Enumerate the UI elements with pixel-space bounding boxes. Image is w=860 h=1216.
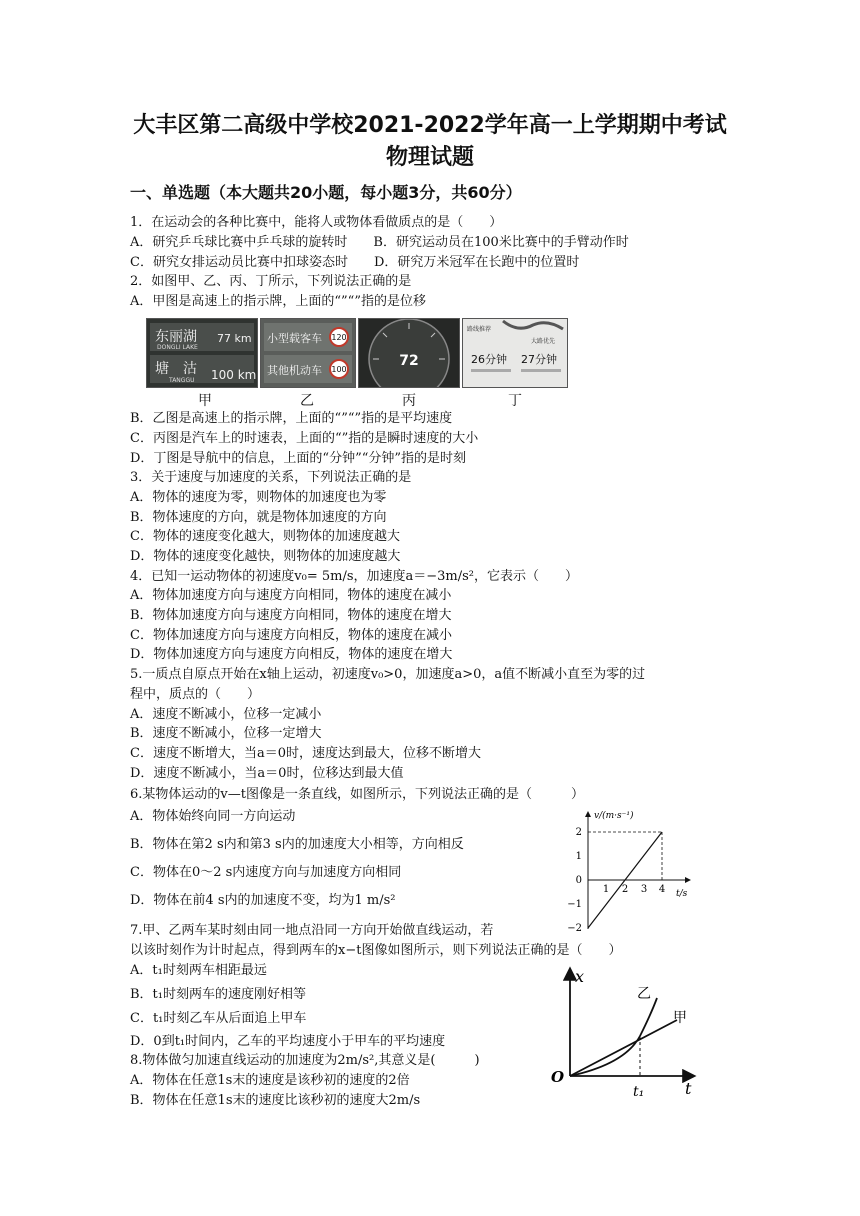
option-line: A．物体的速度为零，则物体的加速度也为零 (130, 490, 387, 505)
vt-ytick: 0 (575, 875, 582, 886)
option-line: C．物体在0～2 s内速度方向与加速度方向相同 (130, 865, 402, 880)
photo-label-yi: 乙 (300, 393, 314, 409)
xt-ylabel: x (575, 967, 585, 986)
ding-right-top: 大路优先 (531, 338, 556, 345)
option-line: B．速度不断减小，位移一定增大 (130, 726, 322, 741)
vt-ytick: −1 (567, 899, 582, 910)
photo-label-bing: 丙 (402, 393, 416, 409)
xt-label-jia: 甲 (673, 1010, 687, 1026)
ding-top: 路线推荐 (467, 326, 492, 333)
xt-graph (545, 964, 705, 1104)
jia-dist2: 100 km (211, 368, 257, 382)
vt-xtick: 4 (658, 884, 666, 895)
option-line: A．t₁时刻两车相距最远 (130, 963, 267, 978)
vt-xtick: 2 (621, 884, 629, 895)
option-line: D．速度不断减小，当a＝0时，位移达到最大值 (130, 766, 404, 781)
option-line: D．0到t₁时间内，乙车的平均速度小于甲车的平均速度 (130, 1034, 446, 1049)
bing-speed: 72 (399, 353, 419, 369)
yi-row2: 其他机动车 (267, 364, 322, 377)
vt-xtick: 3 (640, 884, 648, 895)
xt-label-yi: 乙 (637, 986, 651, 1002)
curve-jia (570, 1020, 677, 1076)
vt-graph (560, 804, 700, 936)
photo-bing (358, 318, 460, 388)
option-line: A．物体加速度方向与速度方向相同，物体的速度在减小 (130, 588, 452, 603)
yi-limit2: 100 (331, 365, 347, 374)
photo-jia (146, 318, 258, 388)
yi-limit1: 120 (331, 333, 347, 342)
photo-yi (260, 318, 356, 388)
jia-line2: 塘 沽 (155, 361, 197, 377)
yi-row1: 小型载客车 (267, 332, 322, 345)
question-line: 以该时刻作为计时起点，得到两车的x−t图像如图所示，则下列说法正确的是（ ） (130, 943, 622, 958)
option-line: A．物体始终向同一方向运动 (130, 809, 296, 824)
vt-ytick: 2 (575, 827, 582, 838)
option-line: D．物体加速度方向与速度方向相反，物体的速度在增大 (130, 647, 453, 662)
vt-ylabel: v/(m·s⁻¹) (594, 811, 634, 821)
page-title: 大丰区第二高级中学校2021-2022学年高一上学期期中考试 (133, 113, 727, 138)
jia-sub1: DONGLI LAKE (157, 344, 198, 351)
question-line: 3．关于速度与加速度的关系，下列说法正确的是 (130, 470, 412, 485)
option-line: A．甲图是高速上的指示牌，上面的“”“”指的是位移 (130, 294, 426, 309)
question-line: 4．已知一运动物体的初速度v₀= 5m/s，加速度a＝−3m/s²，它表示（ ） (130, 569, 579, 584)
option-line: B．物体速度的方向，就是物体加速度的方向 (130, 510, 387, 525)
xt-origin: O (551, 1068, 565, 1086)
option-line: C．物体的速度变化越大，则物体的加速度越大 (130, 529, 400, 544)
photo-ding (462, 318, 568, 388)
question-line: 6.某物体运动的v—t图像是一条直线，如图所示，下列说法正确的是（ ） (130, 787, 584, 802)
vt-ytick: 1 (575, 851, 582, 862)
option-line: B．物体在第2 s内和第3 s内的加速度大小相等，方向相反 (130, 837, 464, 852)
vt-ytick: −2 (567, 923, 582, 934)
option-line: A．研究乒乓球比赛中乒乓球的旋转时 B．研究运动员在100米比赛中的手臂动作时 (130, 235, 629, 250)
option-line: C．t₁时刻乙车从后面追上甲车 (130, 1011, 307, 1026)
option-line: A．速度不断减小，位移一定减小 (130, 707, 322, 722)
option-line: D．物体的速度变化越快，则物体的加速度越大 (130, 549, 401, 564)
option-line: C．研究女排运动员比赛中扣球姿态时 D．研究万米冠军在长跑中的位置时 (130, 255, 580, 270)
question-line: 程中，质点的（ ） (130, 687, 261, 702)
vt-xlabel: t/s (676, 889, 688, 899)
ding-right-time: 27分钟 (521, 353, 557, 366)
jia-sub2: TANGGU (169, 377, 195, 384)
xt-xlabel: t (685, 1079, 692, 1098)
section-heading: 一、单选题（本大题共20小题，每小题3分，共60分） (130, 183, 522, 202)
question-line: 2．如图甲、乙、丙、丁所示，下列说法正确的是 (130, 274, 412, 289)
page-subtitle: 物理试题 (385, 145, 474, 170)
option-line: B．物体在任意1s末的速度比该秒初的速度大2m/s (130, 1093, 421, 1108)
option-line: C．速度不断增大，当a＝0时，速度达到最大，位移不断增大 (130, 746, 481, 761)
question-line: 7.甲、乙两车某时刻由同一地点沿同一方向开始做直线运动，若 (130, 923, 494, 938)
option-line: A．物体在任意1s末的速度是该秒初的速度的2倍 (130, 1073, 410, 1088)
xt-t1: t₁ (633, 1084, 645, 1100)
option-line: C．物体加速度方向与速度方向相反，物体的速度在减小 (130, 628, 452, 643)
option-line: B．乙图是高速上的指示牌，上面的“”“”指的是平均速度 (130, 411, 453, 426)
ding-left-time: 26分钟 (471, 353, 507, 366)
jia-line1: 东丽湖 (155, 329, 197, 345)
option-line: B．物体加速度方向与速度方向相同，物体的速度在增大 (130, 608, 452, 623)
option-line: B．t₁时刻两车的速度刚好相等 (130, 987, 306, 1002)
question-line: 8.物体做匀加速直线运动的加速度为2m/s²,其意义是( ) (130, 1053, 480, 1068)
option-line: D．物体在前4 s内的加速度不变，均为1 m/s² (130, 893, 396, 908)
photo-label-jia: 甲 (198, 393, 212, 409)
vt-xtick: 1 (602, 884, 610, 895)
photo-label-ding: 丁 (508, 393, 522, 409)
question-line: 5.一质点自原点开始在x轴上运动，初速度v₀>0，加速度a>0，a值不断减小直至为零的过 (130, 667, 646, 682)
option-line: D．丁图是导航中的信息，上面的“分钟”“分钟”指的是时刻 (130, 451, 467, 466)
jia-dist1: 77 km (217, 332, 252, 345)
option-line: C．丙图是汽车上的时速表，上面的“”指的是瞬时速度的大小 (130, 431, 479, 446)
question-line: 1．在运动会的各种比赛中，能将人或物体看做质点的是（ ） (130, 215, 503, 230)
